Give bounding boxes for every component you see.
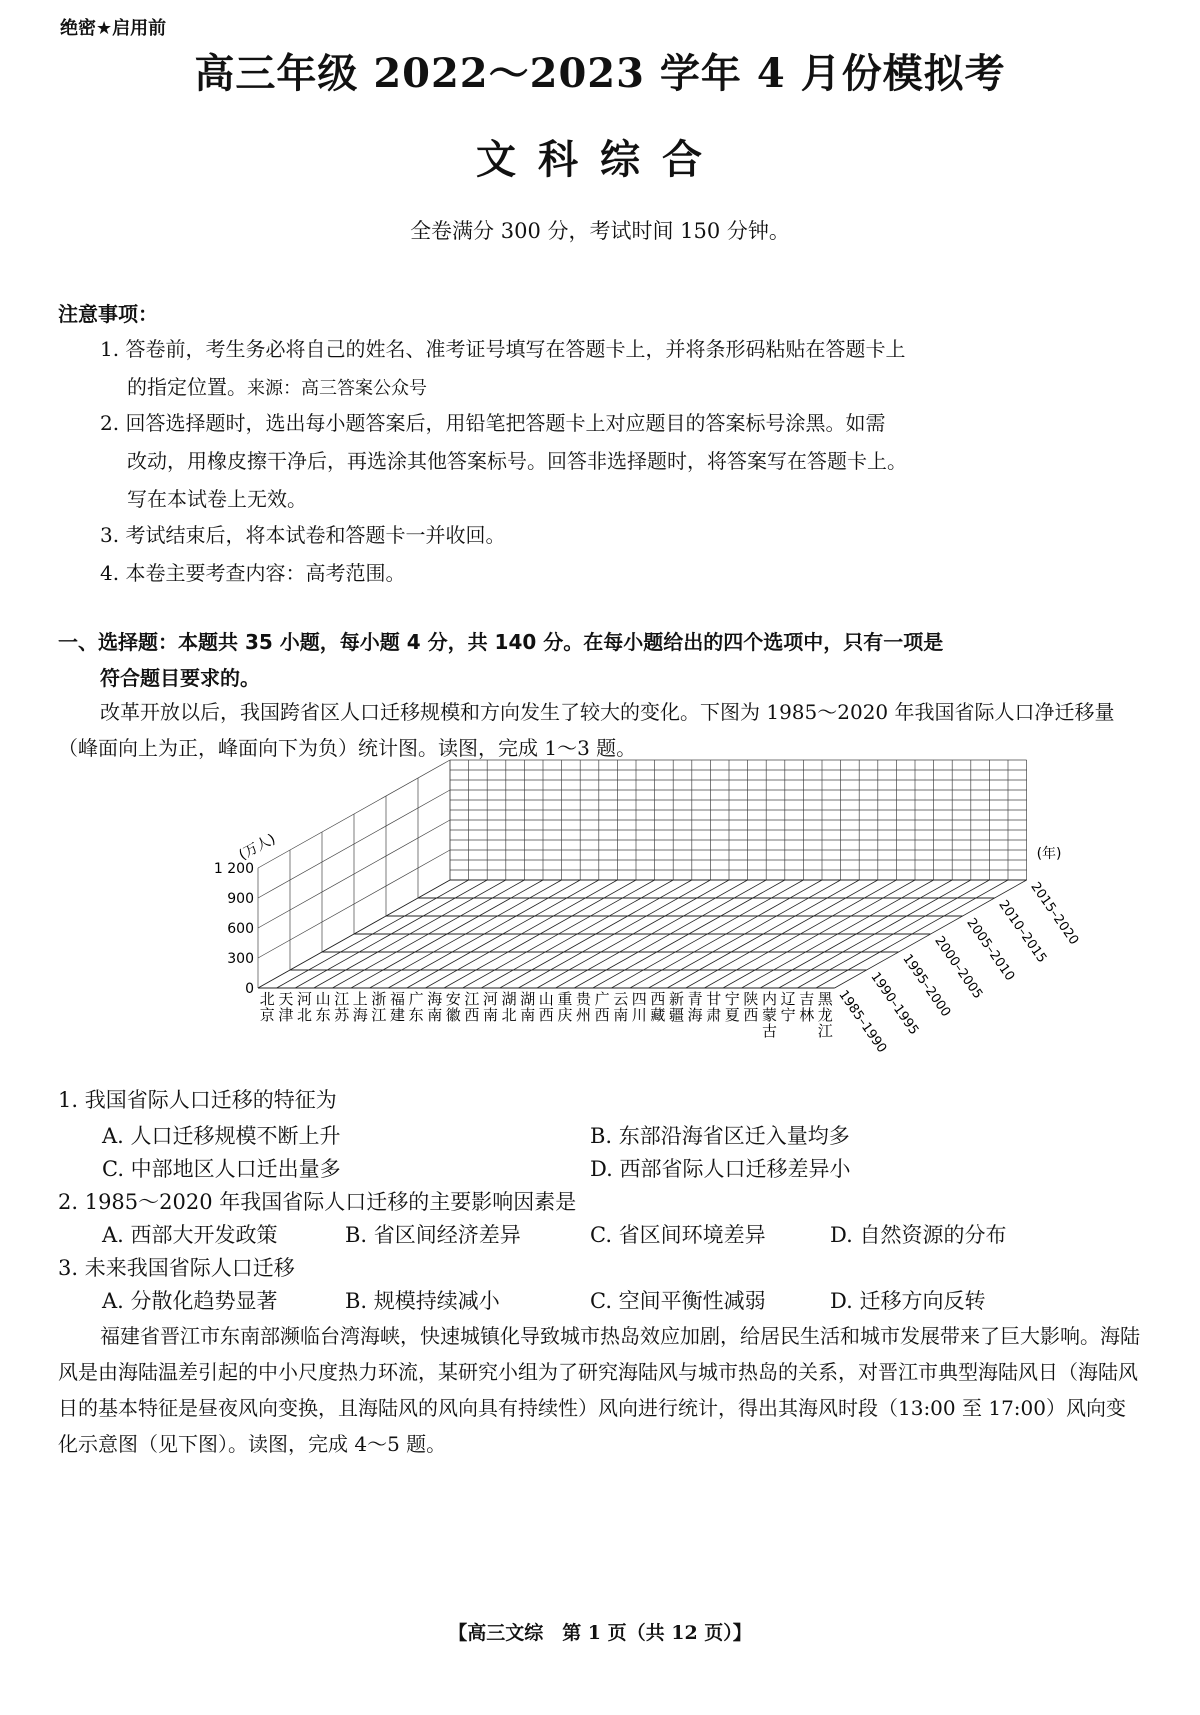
province-label: 福 — [389, 990, 406, 1008]
province-label: 江 — [371, 1006, 387, 1024]
question-3-stem: 3. 未来我国省际人口迁移 — [58, 1256, 295, 1280]
notice-item-2 — [100, 404, 1145, 518]
y-tick-label: 1 200 — [213, 861, 254, 877]
province-label: 西 — [538, 1006, 554, 1024]
intro-paragraph-1: 改革开放以后，我国跨省区人口迁移规模和方向发生了较大的变化。下图为 1985～2020 年我国省际人口净迁移量（峰面向上为正，峰面向下为负）统计图。读图，完成 1～3 题。 — [58, 700, 1115, 760]
question-1-option-d: D. 西部省际人口迁移差异小 — [590, 1157, 851, 1181]
province-label: 川 — [631, 1006, 647, 1024]
y-tick-label: 0 — [245, 981, 254, 997]
period-label: 2000–2005 — [931, 933, 986, 1002]
period-label: 2005–2010 — [963, 915, 1018, 984]
province-label: 古 — [761, 1022, 778, 1040]
province-label: 宁 — [780, 1006, 796, 1024]
province-label: 河 — [482, 990, 499, 1008]
province-label: 建 — [389, 1006, 406, 1024]
province-label: 贵 — [575, 990, 592, 1008]
question-1-option-b: B. 东部沿海省区迁入量均多 — [590, 1124, 850, 1148]
province-label: 北 — [501, 1006, 517, 1024]
y-tick-label: 600 — [227, 921, 254, 937]
province-label: 湖 — [520, 990, 536, 1008]
province-label: 四 — [631, 990, 647, 1008]
province-label: 西 — [650, 990, 666, 1008]
province-label: 内 — [761, 990, 778, 1008]
notice-item-1-line-b — [100, 368, 1145, 408]
province-label: 东 — [315, 1006, 331, 1024]
score-line: 全卷满分 300 分，考试时间 150 分钟。 — [410, 219, 790, 243]
source-watermark: 来源：高三答案公众号 — [247, 378, 427, 399]
province-label: 林 — [799, 1006, 815, 1024]
intro-paragraph-2: 福建省晋江市东南部濒临台湾海峡，快速城镇化导致城市热岛效应加剧，给居民生活和城市发展带来了巨大影响。海陆风是由海陆温差引起的中小尺度热力环流，某研究小组为了研究海陆风与城市热岛的关系，对晋江市典型海陆风日（海陆风日的基本特征是昼夜风向变换，且海陆风的风向具有持续性）风向进行统计，得出其海风时段（13:00 至 17:00）风向变化示意图（见下图）。读图，完成 4～5 题。 — [58, 1324, 1140, 1456]
period-label: 1995–2000 — [899, 951, 954, 1020]
notice-item-1-line-a: 1. 答卷前，考生务必将自己的姓名、准考证号填写在答题卡上，并将条形码粘贴在答题卡上 — [100, 337, 906, 361]
province-label: 肃 — [706, 1006, 722, 1024]
province-label: 海 — [687, 1006, 703, 1024]
exam-title: 高三年级 2022～2023 学年 4 月份模拟考 — [194, 50, 1006, 97]
province-label: 安 — [445, 990, 461, 1008]
migration-chart — [213, 770, 1082, 1075]
notice-item-1-text: 的指定位置。 — [127, 375, 247, 399]
province-label: 夏 — [724, 1006, 740, 1024]
province-label: 广 — [594, 990, 610, 1008]
province-label: 云 — [613, 990, 629, 1008]
province-label: 重 — [557, 990, 573, 1008]
province-label: 山 — [538, 990, 554, 1008]
subject-title: 文科综合 — [476, 136, 724, 183]
y-tick-label: 900 — [227, 891, 254, 907]
province-label: 疆 — [668, 1006, 685, 1024]
province-label: 蒙 — [761, 1006, 778, 1024]
question-1-option-c: C. 中部地区人口迁出量多 — [102, 1157, 341, 1181]
section-line-1: 一、选择题：本题共 35 小题，每小题 4 分，共 140 分。在每小题给出的四个选项中，只有一项是 — [58, 630, 944, 654]
notice-item-4: 4. 本卷主要考查内容：高考范围。 — [100, 561, 406, 585]
notice-item-2-line-a: 2. 回答选择题时，选出每小题答案后，用铅笔把答题卡上对应题目的答案标号涂黑。如需 — [100, 411, 886, 435]
province-label: 南 — [427, 1006, 443, 1024]
question-3-option-c: C. 空间平衡性减弱 — [590, 1289, 766, 1313]
province-label: 山 — [315, 990, 331, 1008]
y-tick-label: 300 — [227, 951, 254, 967]
province-label: 辽 — [780, 990, 796, 1008]
question-3-option-b: B. 规模持续减小 — [345, 1289, 500, 1313]
section-heading — [58, 624, 1148, 696]
period-label: 2015–2020 — [1027, 879, 1082, 948]
province-label: 东 — [408, 1006, 424, 1024]
question-1-stem: 1. 我国省际人口迁移的特征为 — [58, 1088, 337, 1112]
province-label: 南 — [482, 1006, 499, 1024]
province-label: 河 — [296, 990, 313, 1008]
province-label: 宁 — [724, 990, 740, 1008]
province-label: 甘 — [706, 990, 722, 1008]
period-label: 2010–2015 — [995, 897, 1050, 966]
province-label: 海 — [427, 990, 443, 1008]
province-label: 海 — [352, 1006, 368, 1024]
province-label: 徽 — [445, 1006, 461, 1024]
question-1-option-a: A. 人口迁移规模不断上升 — [102, 1124, 341, 1148]
migration-chart-svg — [213, 770, 1082, 1075]
notice-heading: 注意事项： — [58, 302, 158, 326]
confidential-label: 绝密★启用前 — [60, 18, 167, 39]
province-label: 江 — [334, 990, 350, 1008]
question-2-option-c: C. 省区间环境差异 — [590, 1223, 766, 1247]
province-label: 津 — [278, 1006, 294, 1024]
province-label: 吉 — [799, 990, 815, 1008]
province-label: 北 — [296, 1006, 313, 1024]
province-label: 西 — [743, 1006, 759, 1024]
province-label: 天 — [278, 990, 294, 1008]
province-label: 黑 — [817, 990, 833, 1008]
province-label: 州 — [575, 1006, 592, 1024]
period-label: 1985–1990 — [835, 987, 890, 1056]
question-2-option-b: B. 省区间经济差异 — [345, 1223, 521, 1247]
province-label: 南 — [613, 1006, 629, 1024]
province-label: 青 — [687, 990, 703, 1008]
province-label: 西 — [464, 1006, 480, 1024]
y-axis-unit-label: (万人) — [236, 831, 279, 864]
province-label: 京 — [259, 1006, 275, 1024]
province-label: 江 — [464, 990, 480, 1008]
page-footer: 【高三文综 第 1 页（共 12 页）】 — [448, 1622, 752, 1644]
province-label: 苏 — [334, 1006, 350, 1024]
province-label: 陕 — [743, 990, 759, 1008]
province-label: 龙 — [817, 1006, 833, 1024]
section-line-2: 符合题目要求的。 — [100, 666, 260, 690]
question-2-option-d: D. 自然资源的分布 — [830, 1223, 1007, 1247]
question-3-option-d: D. 迁移方向反转 — [830, 1289, 986, 1313]
province-label: 浙 — [371, 990, 387, 1008]
question-2-option-a: A. 西部大开发政策 — [102, 1223, 278, 1247]
notice-item-3: 3. 考试结束后，将本试卷和答题卡一并收回。 — [100, 523, 506, 547]
province-label: 藏 — [650, 1006, 666, 1024]
province-label: 上 — [352, 990, 368, 1008]
question-2-stem: 2. 1985～2020 年我国省际人口迁移的主要影响因素是 — [58, 1190, 577, 1214]
province-label: 庆 — [557, 1006, 573, 1024]
province-label: 南 — [520, 1006, 536, 1024]
province-label: 西 — [594, 1006, 610, 1024]
province-label: 北 — [259, 990, 275, 1008]
period-label: 1990–1995 — [867, 969, 922, 1038]
province-label: 广 — [408, 990, 424, 1008]
province-label: 江 — [817, 1022, 833, 1040]
province-label: 湖 — [501, 990, 517, 1008]
province-label: 新 — [668, 990, 685, 1008]
notice-item-2-line-b: 改动，用橡皮擦干净后，再选涂其他答案标号。回答非选择题时，将答案写在答题卡上。 — [127, 449, 907, 473]
question-3-option-a: A. 分散化趋势显著 — [102, 1289, 278, 1313]
notice-item-2-line-c: 写在本试卷上无效。 — [127, 487, 307, 511]
notice-item-1 — [100, 330, 1145, 408]
depth-axis-unit-label: (年) — [1036, 846, 1062, 862]
